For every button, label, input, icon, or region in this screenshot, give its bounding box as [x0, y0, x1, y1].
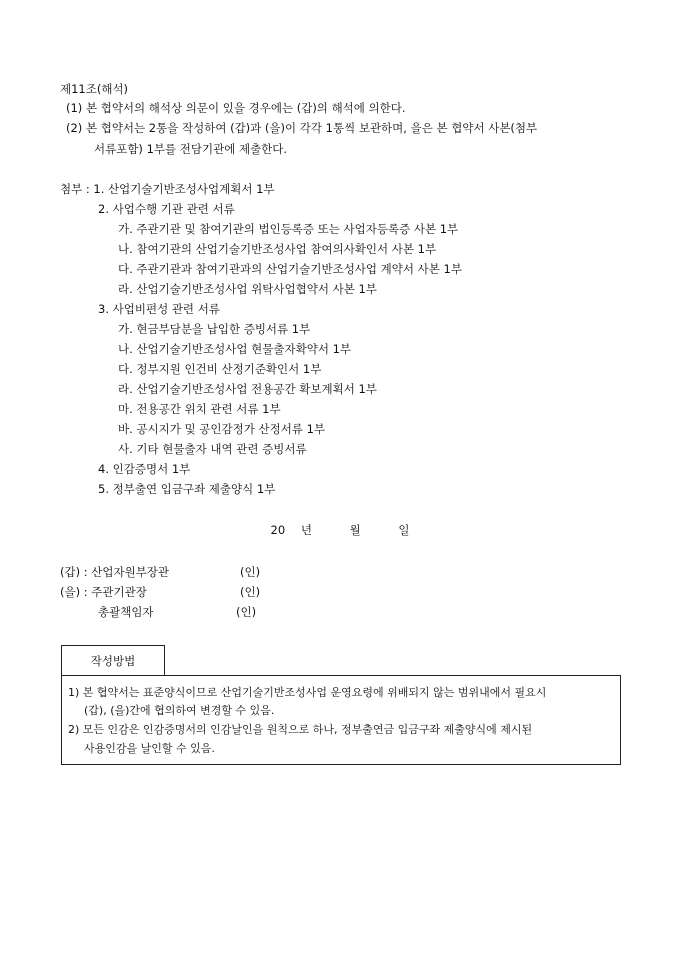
attachment-subitem: 가. 현금부담분을 납입한 증빙서류 1부 [118, 322, 311, 336]
attachment-subitem: 라. 산업기술기반조성사업 전용공간 확보계획서 1부 [118, 382, 377, 396]
party-manager-seal: (인) [236, 605, 257, 619]
attachment-item-5: 5. 정부출연 입금구좌 제출양식 1부 [98, 482, 276, 496]
attachment-subitem: 바. 공시지가 및 공인감정가 산정서류 1부 [118, 422, 325, 436]
attachment-subitem: 가. 주관기관 및 참여기관의 법인등록증 또는 사업자등록증 사본 1부 [118, 222, 459, 236]
attachment-item-3: 3. 사업비편성 관련 서류 [98, 302, 220, 316]
party-eul-label: (을) : 주관기관장 [60, 585, 147, 599]
clause-2-line-1: (2) 본 협약서는 2통을 작성하여 (갑)과 (을)이 각각 1통씩 보관하며, 을은 본 협약서 사본(첨부 [66, 121, 538, 135]
attachment-item-4: 4. 인감증명서 1부 [98, 462, 191, 476]
date-year: 20 [270, 523, 286, 537]
method-notes-box [61, 675, 621, 765]
party-eul-seal: (인) [240, 585, 261, 599]
attachment-subitem: 다. 정부지원 인건비 산정기준확인서 1부 [118, 362, 322, 376]
date-line [0, 523, 680, 537]
attachment-subitem: 다. 주관기관과 참여기관과의 산업기술기반조성사업 계약서 사본 1부 [118, 262, 462, 276]
method-note-2-line-1: 2) 모든 인감은 인감증명서의 인감날인을 원칙으로 하나, 정부출연금 입금구좌 제출양식에 제시된 [68, 723, 533, 736]
clause-1: (1) 본 협약서의 해석상 의문이 있을 경우에는 (갑)의 해석에 의한다. [66, 101, 406, 115]
date-year-unit: 년 [300, 523, 312, 537]
attachment-subitem: 나. 산업기술기반조성사업 현물출자확약서 1부 [118, 342, 352, 356]
method-note-2-line-2: 사용인감을 날인할 수 있음. [84, 742, 215, 755]
method-title: 작성방법 [90, 653, 136, 668]
attachment-subitem: 나. 참여기관의 산업기술기반조성사업 참여의사확인서 사본 1부 [118, 242, 437, 256]
party-gap-seal: (인) [240, 565, 261, 579]
attachments-heading: 첨부 : 1. 산업기술기반조성사업계획서 1부 [60, 182, 275, 196]
date-month-unit: 월 [349, 523, 361, 537]
attachment-subitem: 사. 기타 현물출자 내역 관련 증빙서류 [118, 442, 307, 456]
method-note-1-line-1: 1) 본 협약서는 표준양식이므로 산업기술기반조성사업 운영요령에 위배되지 않는 범위내에서 필요시 [68, 686, 547, 699]
party-gap-label: (갑) : 산업자원부장관 [60, 565, 170, 579]
attachment-subitem: 마. 전용공간 위치 관련 서류 1부 [118, 402, 281, 416]
party-manager-label: 총괄책임자 [98, 605, 154, 619]
method-note-1-line-2: (갑), (을)간에 협의하여 변경할 수 있음. [84, 704, 275, 717]
clause-2-line-2: 서류포함) 1부를 전담기관에 제출한다. [94, 142, 288, 156]
attachment-subitem: 라. 산업기술기반조성사업 위탁사업협약서 사본 1부 [118, 282, 377, 296]
date-day-unit: 일 [398, 523, 410, 537]
article-title: 제11조(해석) [60, 82, 129, 96]
attachment-item-2: 2. 사업수행 기관 관련 서류 [98, 202, 235, 216]
method-title-tab [61, 645, 165, 675]
